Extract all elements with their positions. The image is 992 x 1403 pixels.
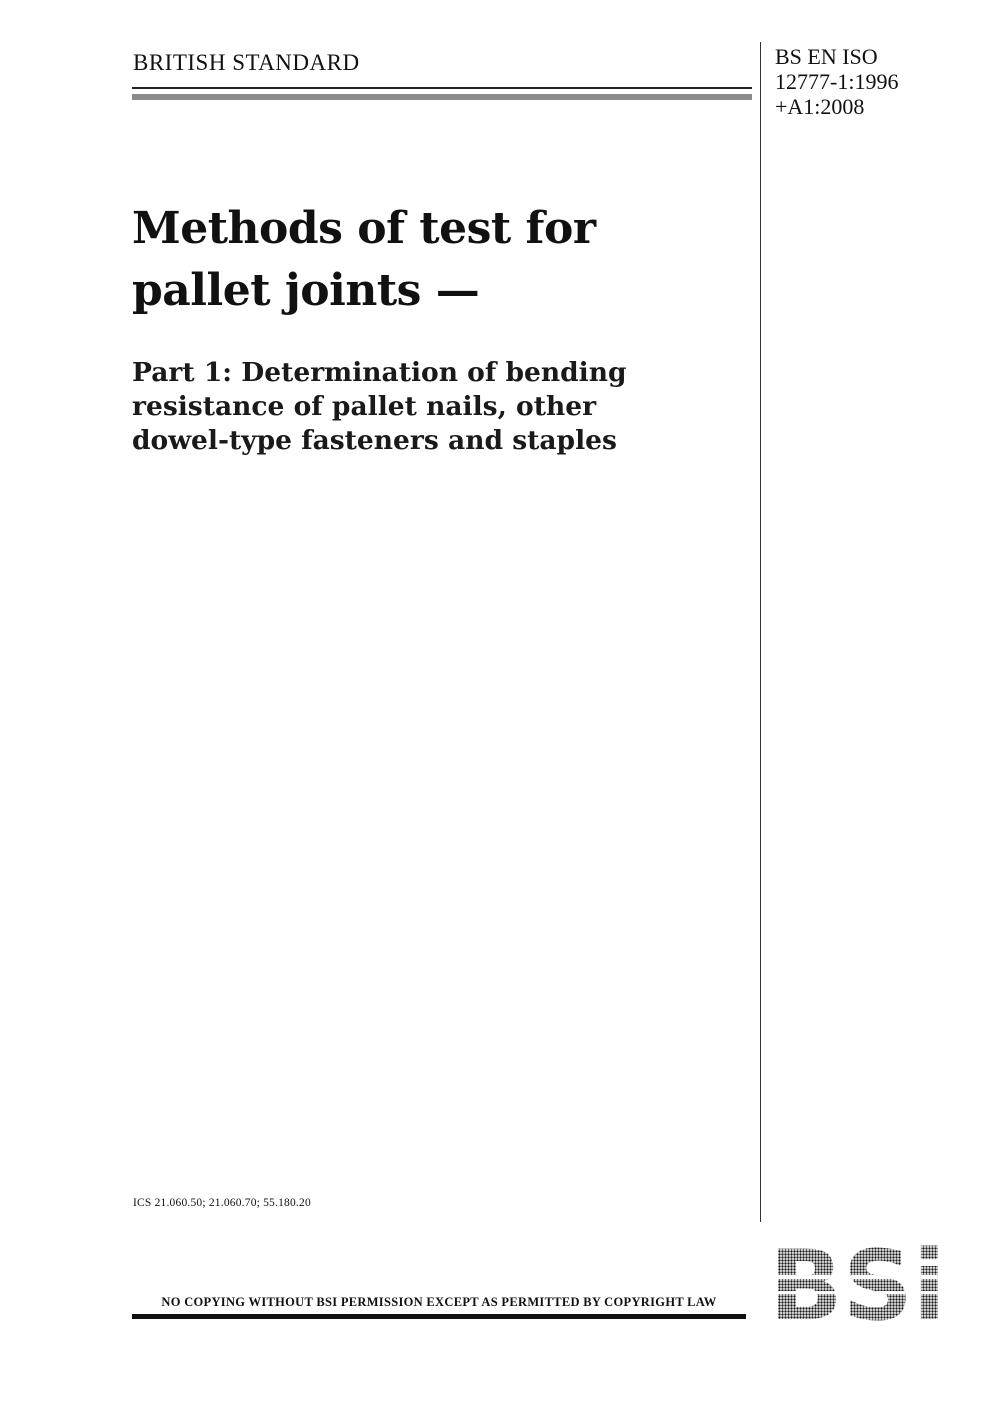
standard-number xyxy=(775,44,898,119)
title-line: pallet joints — xyxy=(132,265,480,316)
standard-number-line: BS EN ISO xyxy=(775,44,878,69)
subtitle-line: dowel-type fasteners and staples xyxy=(132,425,617,456)
standard-amendment-line: +A1:2008 xyxy=(775,94,865,119)
copyright-notice: NO COPYING WITHOUT BSI PERMISSION EXCEPT AS PERMITTED BY COPYRIGHT LAW xyxy=(161,1295,717,1309)
header-rule-thick xyxy=(132,94,752,100)
bsi-logo-icon xyxy=(769,1241,946,1324)
footer-rule xyxy=(132,1314,746,1319)
document-series-label: BRITISH STANDARD xyxy=(133,50,360,75)
ics-codes: ICS 21.060.50; 21.060.70; 55.180.20 xyxy=(133,1197,311,1209)
title-line: Methods of test for xyxy=(132,203,596,254)
document-subtitle xyxy=(132,356,742,458)
subtitle-line: Part 1: Determination of bending xyxy=(132,357,627,388)
standard-number-line: 12777-1:1996 xyxy=(775,69,899,94)
header-rule-thin xyxy=(132,87,752,89)
column-divider xyxy=(760,42,761,1222)
subtitle-line: resistance of pallet nails, other xyxy=(132,391,597,422)
document-title xyxy=(132,198,742,322)
